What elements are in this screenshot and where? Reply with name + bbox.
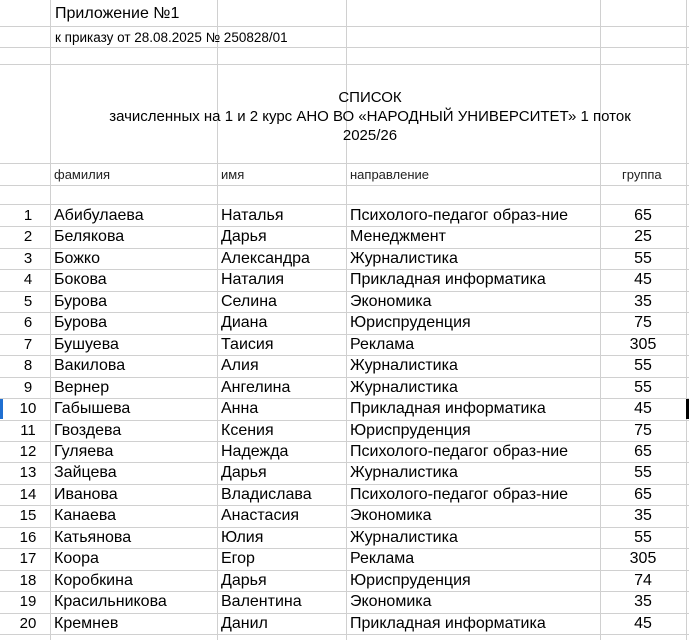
grid-line [0,26,689,27]
name-cell[interactable]: Ангелина [221,378,291,396]
name-cell[interactable]: Алия [221,357,259,375]
column-header-group[interactable]: группа [622,167,662,182]
surname-cell[interactable]: Белякова [54,228,125,246]
grid-line [0,248,689,249]
grid-line [0,613,689,614]
direction-cell[interactable]: Экономика [350,292,432,310]
surname-cell[interactable]: Габышева [54,400,131,418]
group-cell[interactable]: 305 [629,550,657,568]
name-cell[interactable]: Дарья [221,571,267,589]
surname-cell[interactable]: Гуляева [54,442,114,460]
surname-cell[interactable]: Кремнев [54,614,119,632]
surname-cell[interactable]: Катьянова [54,528,132,546]
direction-cell[interactable]: Прикладная информатика [350,400,546,418]
surname-cell[interactable]: Коора [54,550,99,568]
group-cell[interactable]: 65 [634,485,652,503]
column-header-direction[interactable]: направление [350,167,430,182]
surname-cell[interactable]: Иванова [54,485,118,503]
grid-line [0,377,689,378]
row-number[interactable]: 17 [19,550,37,568]
direction-cell[interactable]: Юриспруденция [350,314,471,332]
row-number[interactable]: 1 [23,207,33,224]
name-cell[interactable]: Селина [221,292,277,310]
group-cell[interactable]: 25 [634,228,652,246]
direction-cell[interactable]: Юриспруденция [350,571,471,589]
grid-line [0,420,689,421]
grid-line [0,163,689,164]
group-cell[interactable]: 55 [634,464,652,482]
name-cell[interactable]: Диана [221,314,268,332]
surname-cell[interactable]: Бокова [54,271,107,289]
grid-line [0,484,689,485]
grid-line [0,312,689,313]
grid-line [0,64,689,65]
title-year[interactable]: 2025/26 [342,127,398,144]
direction-cell[interactable]: Психолого-педагог образ-ние [350,207,569,224]
name-cell[interactable]: Надежда [221,442,289,460]
name-cell[interactable]: Таисия [221,335,274,353]
surname-cell[interactable]: Зайцева [54,464,117,482]
name-cell[interactable]: Валентина [221,593,302,611]
row-number[interactable]: 3 [23,249,33,267]
grid-line [0,269,689,270]
surname-cell[interactable]: Красильникова [54,593,167,611]
group-cell[interactable]: 55 [634,357,652,375]
grid-line [0,334,689,335]
row-number[interactable]: 9 [23,378,33,396]
group-cell[interactable]: 35 [634,507,652,525]
grid-line [0,226,689,227]
direction-cell[interactable]: Реклама [350,550,415,568]
row-number[interactable]: 4 [23,271,33,289]
direction-cell[interactable]: Психолого-педагог образ-ние [350,485,569,503]
group-cell[interactable]: 75 [634,314,652,332]
group-cell[interactable]: 45 [634,271,652,289]
direction-cell[interactable]: Журналистика [350,378,458,396]
column-header-surname[interactable]: фамилия [54,167,111,182]
grid-line [0,398,689,399]
grid-line [0,204,689,205]
direction-cell[interactable]: Журналистика [350,528,458,546]
direction-cell[interactable]: Журналистика [350,249,458,267]
direction-cell[interactable]: Прикладная информатика [350,271,546,289]
name-cell[interactable]: Наталья [221,207,284,224]
grid-line [0,47,689,48]
name-cell[interactable]: Наталия [221,271,285,289]
group-cell[interactable]: 74 [634,571,652,589]
row-number[interactable]: 10 [19,400,37,418]
grid-line [0,591,689,592]
row-number[interactable]: 2 [23,228,33,246]
group-cell[interactable]: 55 [634,378,652,396]
grid-line [0,548,689,549]
surname-cell[interactable]: Канаева [54,507,117,525]
row-number[interactable]: 19 [19,593,37,611]
name-cell[interactable]: Анастасия [221,507,300,525]
grid-line [0,527,689,528]
row-number[interactable]: 6 [23,314,33,332]
row-number[interactable]: 15 [19,507,37,525]
group-cell[interactable]: 65 [634,207,652,224]
surname-cell[interactable]: Вернер [54,378,110,396]
grid-line [0,291,689,292]
row-number[interactable]: 13 [19,464,37,482]
direction-cell[interactable]: Реклама [350,335,415,353]
grid-line [0,441,689,442]
surname-cell[interactable]: Гвоздева [54,421,122,439]
group-cell[interactable]: 45 [634,614,652,632]
group-cell[interactable]: 35 [634,593,652,611]
row-number[interactable]: 18 [19,571,37,589]
column-header-name[interactable]: имя [221,167,245,182]
surname-cell[interactable]: Вакилова [54,357,126,375]
name-cell[interactable]: Юлия [221,528,264,546]
name-cell[interactable]: Егор [221,550,255,568]
row-number[interactable]: 16 [19,528,37,546]
order-reference[interactable]: к приказу от 28.08.2025 № 250828/01 [55,30,288,45]
grid-line [0,462,689,463]
row-number[interactable]: 14 [19,485,37,503]
row-number[interactable]: 5 [23,292,33,310]
name-cell[interactable]: Ксения [221,421,274,439]
surname-cell[interactable]: Бурова [54,314,107,332]
grid-line [0,634,689,635]
name-cell[interactable]: Дарья [221,228,267,246]
surname-cell[interactable]: Абибулаева [54,207,144,224]
direction-cell[interactable]: Экономика [350,507,432,525]
group-cell[interactable]: 55 [634,528,652,546]
name-cell[interactable]: Дарья [221,464,267,482]
grid-line [0,570,689,571]
group-cell[interactable]: 65 [634,442,652,460]
surname-cell[interactable]: Бурова [54,292,107,310]
group-cell[interactable]: 305 [629,335,657,353]
grid-line [0,185,689,186]
direction-cell[interactable]: Психолого-педагог образ-ние [350,442,569,460]
appendix-label[interactable]: Приложение №1 [55,5,180,22]
name-cell[interactable]: Александра [221,249,310,267]
row-number[interactable]: 12 [19,442,37,460]
direction-cell[interactable]: Прикладная информатика [350,614,546,632]
grid-line [50,0,51,640]
title-list[interactable]: СПИСОК [338,89,402,106]
direction-cell[interactable]: Журналистика [350,464,458,482]
direction-cell[interactable]: Менеджмент [350,228,446,246]
row-number[interactable]: 11 [20,421,36,439]
group-cell[interactable]: 75 [634,421,652,439]
group-cell[interactable]: 55 [634,249,652,267]
grid-line [0,355,689,356]
row-number[interactable]: 7 [23,335,33,353]
surname-cell[interactable]: Божко [54,249,100,267]
name-cell[interactable]: Данил [221,614,268,632]
group-cell[interactable]: 35 [634,292,652,310]
direction-cell[interactable]: Экономика [350,593,432,611]
surname-cell[interactable]: Бушуева [54,335,119,353]
surname-cell[interactable]: Коробкина [54,571,133,589]
direction-cell[interactable]: Юриспруденция [350,421,471,439]
name-cell[interactable]: Владислава [221,485,312,503]
row-number[interactable]: 8 [23,357,33,375]
direction-cell[interactable]: Журналистика [350,357,458,375]
title-subtitle[interactable]: зачисленных на 1 и 2 курс АНО ВО «НАРОДНЫЙ УНИВЕРСИТЕТ» 1 поток [109,108,631,125]
grid-line [0,505,689,506]
name-cell[interactable]: Анна [221,400,259,418]
group-cell[interactable]: 45 [634,400,652,418]
active-row-marker [0,399,3,419]
row-number[interactable]: 20 [19,614,37,632]
